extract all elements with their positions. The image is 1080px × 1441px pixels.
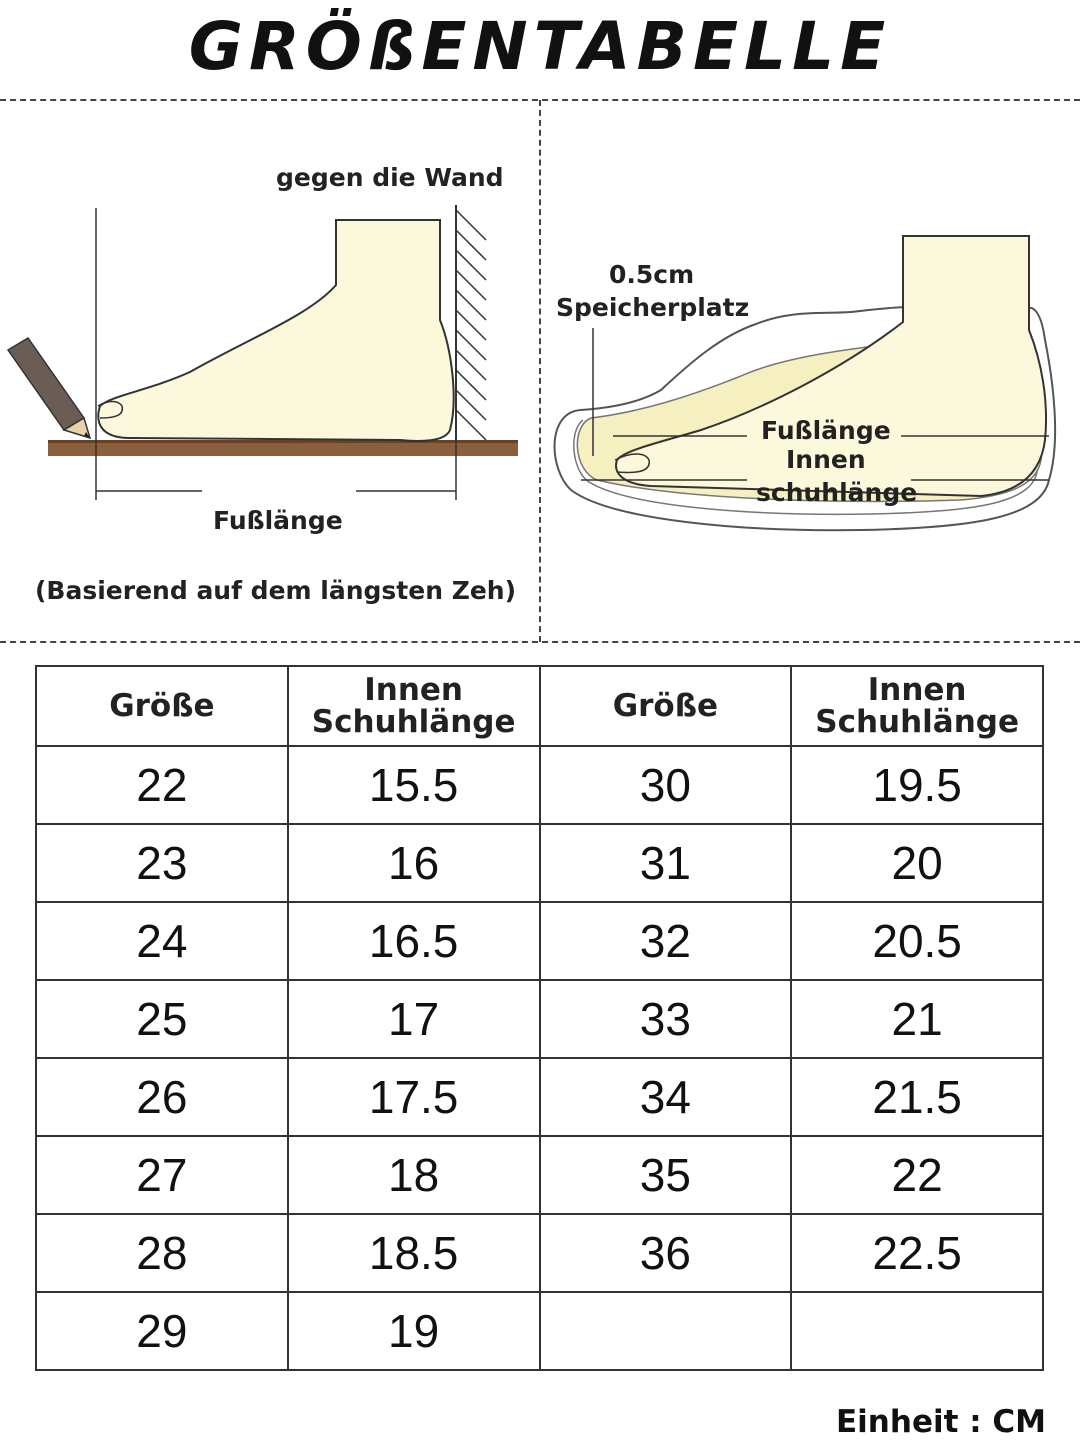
size-cell: 31 xyxy=(540,824,792,902)
unit-label: Einheit : CM xyxy=(836,1404,1046,1440)
length-cell: 18 xyxy=(288,1136,540,1214)
length-cell: 16.5 xyxy=(288,902,540,980)
length-cell: 21.5 xyxy=(791,1058,1043,1136)
size-cell: 22 xyxy=(36,746,288,824)
length-cell: 22 xyxy=(791,1136,1043,1214)
measure-note: (Basierend auf dem längsten Zeh) xyxy=(35,576,517,605)
length-cell: 20 xyxy=(791,824,1043,902)
length-cell: 19 xyxy=(288,1292,540,1370)
size-cell: 28 xyxy=(36,1214,288,1292)
space-label: Speicherplatz xyxy=(556,293,750,322)
space-amount-label: 0.5cm xyxy=(609,260,695,289)
size-cell: 33 xyxy=(540,980,792,1058)
page-title: GRÖßENTABELLE xyxy=(188,8,892,85)
foot-shape xyxy=(98,220,453,441)
length-cell: 18.5 xyxy=(288,1214,540,1292)
pencil-icon xyxy=(8,338,90,438)
size-cell: 29 xyxy=(36,1292,288,1370)
length-cell: 19.5 xyxy=(791,746,1043,824)
size-table xyxy=(35,665,1044,1371)
inner-length-label-2: schuhlänge xyxy=(756,478,918,507)
size-cell: 25 xyxy=(36,980,288,1058)
size-cell: 27 xyxy=(36,1136,288,1214)
inner-length-label-1: Innen xyxy=(786,445,866,474)
table-row xyxy=(36,980,1043,1058)
header-inner-length: Innen Schuhlänge xyxy=(791,666,1043,746)
table-row xyxy=(36,1292,1043,1370)
table-row xyxy=(36,1136,1043,1214)
length-cell: 17.5 xyxy=(288,1058,540,1136)
bottom-divider xyxy=(0,641,1080,643)
header-size: Größe xyxy=(540,666,792,746)
length-cell: 21 xyxy=(791,980,1043,1058)
length-cell: 20.5 xyxy=(791,902,1043,980)
table-row xyxy=(36,824,1043,902)
size-cell: 26 xyxy=(36,1058,288,1136)
shoe-fit-illustration xyxy=(541,100,1080,641)
length-cell: 15.5 xyxy=(288,746,540,824)
length-cell: 16 xyxy=(288,824,540,902)
table-row xyxy=(36,1058,1043,1136)
header-inner-length: Innen Schuhlänge xyxy=(288,666,540,746)
table-row xyxy=(36,746,1043,824)
size-cell: 32 xyxy=(540,902,792,980)
table-row xyxy=(36,902,1043,980)
size-cell: 30 xyxy=(540,746,792,824)
wall-label: gegen die Wand xyxy=(276,163,504,192)
foot-length-label: Fußlänge xyxy=(213,506,343,535)
length-cell: 17 xyxy=(288,980,540,1058)
table-row xyxy=(36,1214,1043,1292)
header-size: Größe xyxy=(36,666,288,746)
length-cell: 22.5 xyxy=(791,1214,1043,1292)
size-cell: 24 xyxy=(36,902,288,980)
size-cell: 23 xyxy=(36,824,288,902)
size-cell: 35 xyxy=(540,1136,792,1214)
size-cell: 34 xyxy=(540,1058,792,1136)
foot-length-label-right: Fußlänge xyxy=(761,416,891,445)
length-cell xyxy=(791,1292,1043,1370)
size-cell: 36 xyxy=(540,1214,792,1292)
size-cell xyxy=(540,1292,792,1370)
table-header-row xyxy=(36,666,1043,746)
